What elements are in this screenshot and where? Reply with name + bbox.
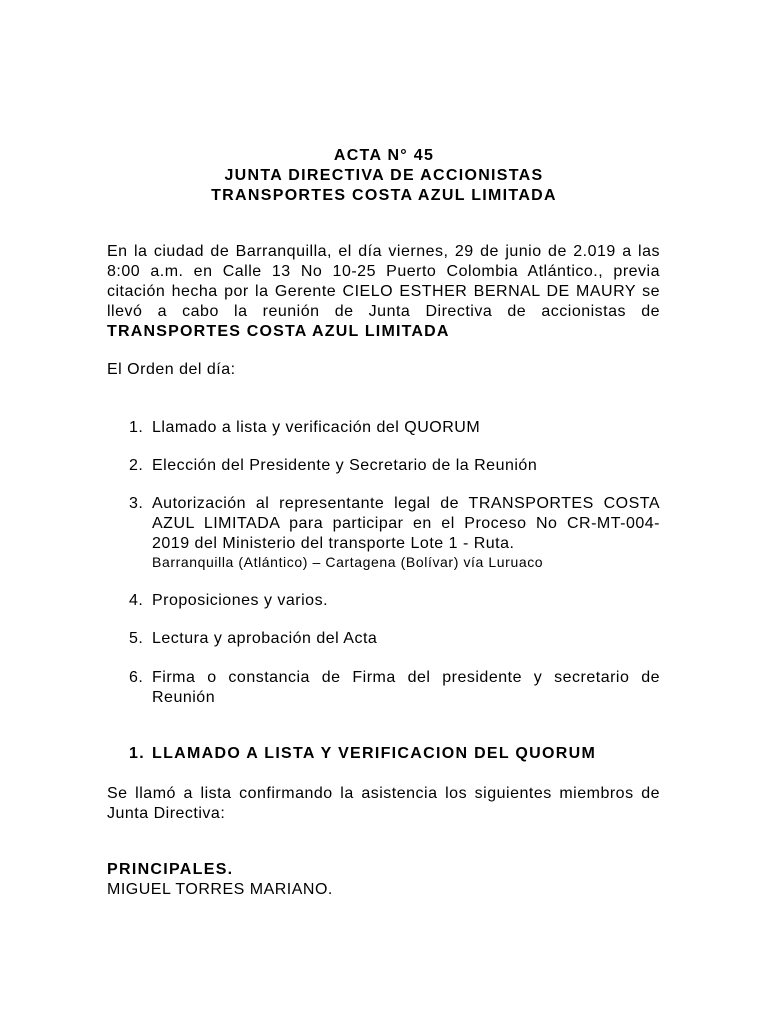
agenda-item-5 [129, 629, 660, 649]
agenda-item-3 [129, 494, 660, 570]
agenda-item-number: 3. [129, 495, 144, 512]
intro-company: TRANSPORTES COSTA AZUL LIMITADA [107, 323, 450, 340]
section-1-title: LLAMADO A LISTA Y VERIFICACION DEL QUORUM [152, 745, 597, 762]
agenda-item-text: Elección del Presidente y Secretario de la Reunión [152, 457, 538, 474]
board-title: JUNTA DIRECTIVA DE ACCIONISTAS [224, 167, 544, 184]
intro-paragraph [107, 242, 660, 342]
principal-member: MIGUEL TORRES MARIANO. [107, 881, 333, 898]
agenda-item-text: Proposiciones y varios. [152, 592, 329, 609]
agenda-item-number: 2. [129, 457, 144, 474]
agenda-item-number: 1. [129, 419, 144, 436]
section-1-text: Se llamó a lista confirmando la asistencia los siguientes miembros de Junta Directiva: [107, 785, 660, 822]
section-1-heading [129, 744, 596, 764]
agenda-item-2 [129, 456, 660, 476]
agenda-label: El Orden del día: [107, 361, 236, 378]
intro-text: En la ciudad de Barranquilla, el día viernes, 29 de junio de 2.019 a las 8:00 a.m. en Calle 13 No 10-25 Puerto Colombia Atlántico., previa citación hecha por la Gerente CIELO ESTHER BERNAL DE MAURY se llevó a cabo la reunión de Junta Directiva de accionistas de [107, 243, 660, 320]
agenda-item-text: Autorización al representante legal de TRANSPORTES COSTA AZUL LIMITADA para participar en el Proceso No CR-MT-004-2019 del Ministerio del transporte Lote 1 - Ruta. [152, 495, 660, 552]
agenda-item-number: 6. [129, 669, 144, 686]
agenda-item-text: Firma o constancia de Firma del presidente y secretario de Reunión [152, 669, 660, 706]
agenda-item-text: Llamado a lista y verificación del QUORUM [152, 419, 481, 436]
section-1-number: 1. [129, 745, 145, 762]
agenda-item-number: 5. [129, 630, 144, 647]
agenda-item-text: Lectura y aprobación del Acta [152, 630, 378, 647]
agenda-item-subtext: Barranquilla (Atlántico) – Cartagena (Bolívar) vía Luruaco [152, 554, 544, 570]
company-title: TRANSPORTES COSTA AZUL LIMITADA [211, 187, 557, 204]
principales-label: PRINCIPALES. [107, 861, 234, 878]
agenda-item-4 [129, 591, 660, 611]
agenda-item-number: 4. [129, 592, 144, 609]
acta-number: ACTA N° 45 [333, 147, 435, 164]
agenda-item-6 [129, 668, 660, 708]
agenda-item-1 [129, 418, 660, 438]
